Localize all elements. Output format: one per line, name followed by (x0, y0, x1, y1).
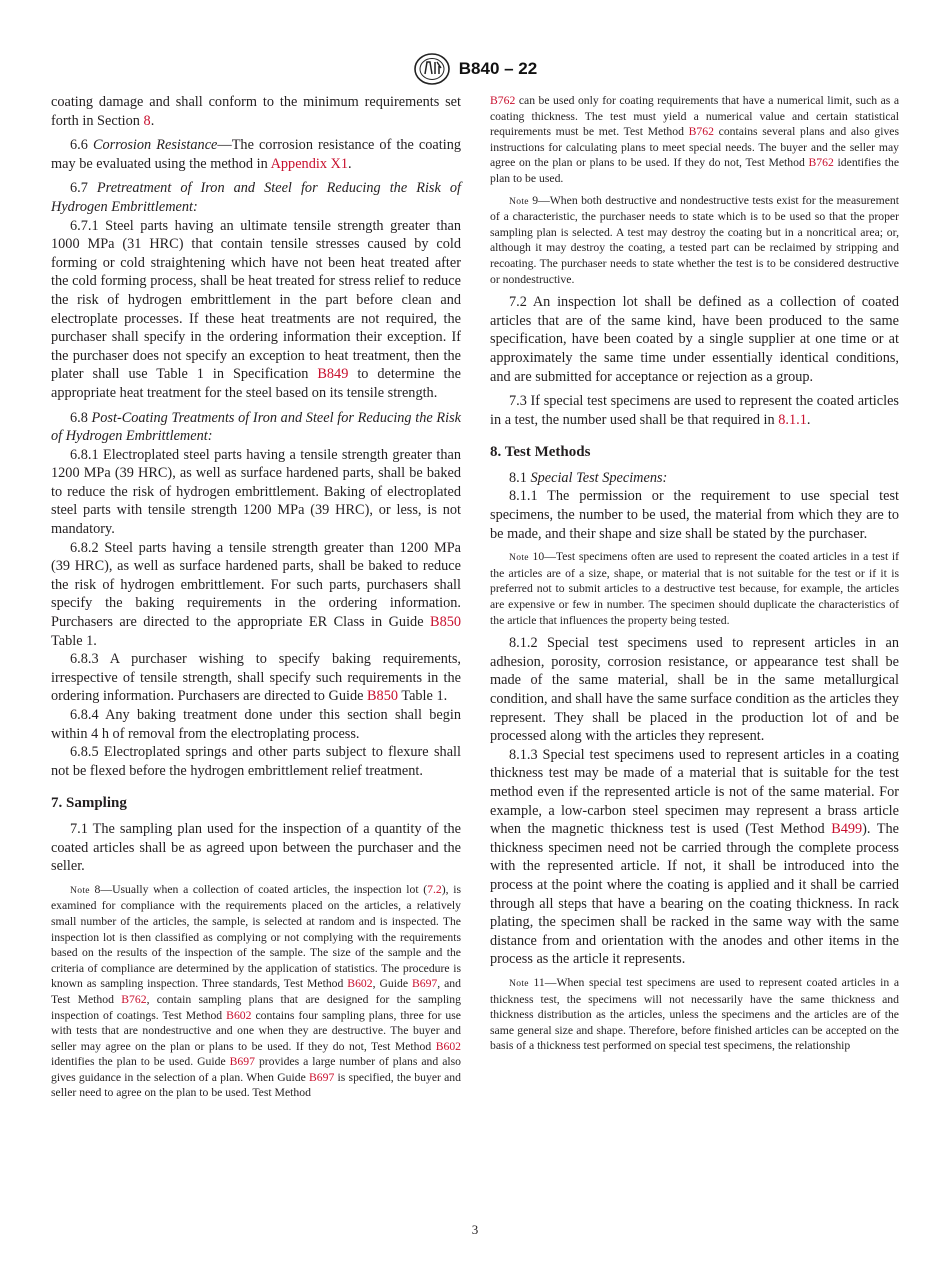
link-b602[interactable]: B602 (347, 977, 373, 991)
note-8: Note 8—Usually when a collection of coated articles, the inspection lot (7.2), is examined for compliance with the requirements placed on the articles, a relatively small number of the articles, the sample, is selected at random and is inspected. The inspection lot is then classified as complying or not complying with the requirements based on the results of the inspection of the sample. The size of the sample and the criteria of compliance are determined by the application of statistics. The procedure is known as sampling inspection. Three standards, Test Method B602, Guide B697, and Test Method B762, contain sampling plans that are designed for the sampling inspection of coatings. Test Method B602 contains four sampling plans, three for use with tests that are nondestructive and one when they are destructive. The buyer and seller may agree on the plan or plans to be used. If they do not, Test Method B602 identifies the plan to be used. Guide B697 provides a large number of plans and also gives guidance in the selection of a plan. When Guide B697 is specified, the buyer and seller need to agree on the plan to be used. Test Method (51, 882, 462, 1100)
link-b762[interactable]: B762 (490, 94, 516, 107)
left-column (51, 93, 461, 1107)
link-appendix-x1[interactable]: Appendix X1 (270, 155, 349, 172)
link-b850[interactable]: B850 (367, 688, 398, 705)
section-6-7-1: 6.7.1 Steel parts having an ultimate tensile strength greater than 1000 MPa (31 HRC) that contain tensile stresses caused by cold forming or cold straightening which have not been heat treated after the cold forming process, shall be heat treated for stress relief to reduce the risk of hydrogen embrittlement in the part before clean and electroplate processes. If these heat treatments are not required, the purchaser shall specify in the ordering information their exception. If the purchaser does not specify an exception to heat treatment, then the plater shall use Table 1 in Specification B849 to determine the appropriate heat treatment for the steel based on its tensile strength. (51, 217, 461, 401)
link-b602[interactable]: B602 (226, 1008, 252, 1022)
section-6-7-heading: 6.7 Pretreatment of Iron and Steel for Reducing the Risk of Hydrogen Embrittlement: (51, 180, 461, 215)
section-8-1-2: 8.1.2 Special test specimens used to represent articles in an adhesion, porosity, corrosion resistance, or appearance test shall be made of the same material, shall be in the same metallurgical condition, and shall have the same surface condition as the articles they represent. They shall be placed in the production lot of and be processed along with the articles they represent. (490, 635, 899, 745)
link-7-2[interactable]: 7.2 (427, 882, 442, 896)
section-8-1-heading: 8.1 Special Test Specimens: (509, 469, 668, 486)
section-6-8-3: 6.8.3 A purchaser wishing to specify baking requirements, irrespective of tensile strength, shall specify such requirements in the ordering information. Purchasers are directed to Guide B850 Table 1. (51, 651, 461, 705)
section-6-8-2: 6.8.2 Steel parts having a tensile strength greater than 1200 MPa (39 HRC), as well as surface hardened parts, shall be baked to reduce the risk of hydrogen embrittlement. For such parts, purchasers shall specify the baking requirements in the ordering information. Purchasers are directed to the appropriate ER Class in Guide B850 Table 1. (51, 539, 462, 649)
link-b850[interactable]: B850 (430, 614, 462, 631)
note-11: Note 11—When special test specimens are used to represent coated articles in a thickness test, the specimens will not necessarily have the same thickness and thickness distribution as the articles, unless the specimens and the articles are of the same general size and shape. Therefore, before finished articles can be accepted on the basis of a thickness test performed on special test specimens, the relationship (490, 975, 900, 1053)
heading-test-methods: 8. Test Methods (490, 444, 591, 461)
link-b849[interactable]: B849 (317, 366, 349, 383)
link-b499[interactable]: B499 (831, 821, 863, 838)
section-7-2: 7.2 An inspection lot shall be defined as a collection of coated articles that are of the same kind, have been produced to the same specification, have been coated by a single supplier at one time or at approximately the same time under essentially identical conditions, and are submitted for acceptance or rejection as a group. (490, 294, 899, 385)
section-6-8-4: 6.8.4 Any baking treatment done under this section shall begin within 4 h of removal from the electroplating process. (51, 707, 461, 742)
link-b697[interactable]: B697 (229, 1055, 255, 1069)
link-section-8[interactable]: 8 (143, 112, 151, 129)
note-9: Note 9—When both destructive and nondestructive tests exist for the measurement of a characteristic, the purchaser needs to state which is to be used so that the proper sampling plan is selected. A test may destroy the coating but in a noncritical area; or, although it may destroy the coating, a tested part can be reclaimed by stripping and recoating. The purchaser needs to state whether the test is to be considered destructive or nondestructive. (490, 193, 899, 286)
section-7-3: 7.3 If special test specimens are used to represent the coated articles in a test, the number used shall be that required in 8.1.1. (490, 393, 899, 428)
page-header (0, 52, 950, 86)
astm-logo-icon (413, 52, 451, 86)
paragraph-continuation: coating damage and shall conform to the minimum requirements set forth in Section 8. (51, 94, 461, 129)
section-6-6: 6.6 Corrosion Resistance—The corrosion resistance of the coating may be evaluated using the method in Appendix X1. (51, 137, 461, 172)
section-8-1-1: 8.1.1 The permission or the requirement to use special test specimens, the number to be used, the material from which they are to be made, and their shape and size shall be stated by the purchaser. (490, 488, 899, 542)
link-b697[interactable]: B697 (411, 977, 438, 991)
designation: B840 – 22 (458, 59, 538, 78)
link-b762[interactable]: B762 (808, 156, 834, 170)
link-b762[interactable]: B762 (688, 125, 714, 139)
heading-sampling: 7. Sampling (51, 795, 127, 812)
note-8-continued: B762 can be used only for coating requirements that have a numerical limit, such as a coating thickness. The test must yield a numerical value and certain statistical requirements must be met. Test Method B762 contains several plans and also gives instructions for calculating plans to meet special needs. The buyer and the seller may agree on the plan or plans to be used. If they do not, Test Method B762 identifies the plan to be used. (490, 94, 900, 185)
section-6-8-5: 6.8.5 Electroplated springs and other parts subject to flexure shall not be flexed before the hydrogen embrittlement relief treatment. (51, 744, 461, 779)
note-10: Note 10—Test specimens often are used to represent the coated articles in a test if the articles are of a size, shape, or material that is not suitable for the test or if it is preferred not to submit articles to a destructive test because, for example, the articles are expensive or few in number. The specimen should duplicate the characteristics of the article that influences the property being tested. (490, 550, 899, 627)
section-8-1-3: 8.1.3 Special test specimens used to represent articles in a coating thickness test may be made of a material that is suitable for the test method even if the represented article is not of the same material. For example, a low-carbon steel specimen may represent a brass article when the magnetic thickness test is used (Test Method B499). The thickness specimen need not be carried through the complete process with the represented article. If not, it shall be introduced into the process at the point where the coating is applied and it shall be carried through all steps that have a bearing on the coating thickness. In rack plating, the specimen shall be racked in the same way with the same distance from and orientation with the anodes and other items in the process as the article it represents. (490, 746, 899, 968)
section-6-8-1: 6.8.1 Electroplated steel parts having a tensile strength greater than 1200 MPa (39 HRC), as well as surface hardened parts, shall be baked to reduce the risk of hydrogen embrittlement. Baking of electroplated steel parts with tensile strength 1200 MPa (39 HRC), or less, is not mandatory. (51, 446, 461, 538)
section-7-1: 7.1 The sampling plan used for the inspection of a quantity of the coated articles shall be as agreed upon between the purchaser and the seller. (51, 820, 461, 875)
right-column (490, 93, 899, 1060)
section-6-8-heading: 6.8 Post-Coating Treatments of Iron and Steel for Reducing the Risk of Hydrogen Embrittlement: (51, 409, 461, 445)
link-b602[interactable]: B602 (435, 1039, 462, 1053)
link-b697[interactable]: B697 (309, 1070, 335, 1084)
link-b762[interactable]: B762 (121, 992, 147, 1006)
page-number: 3 (471, 1222, 479, 1237)
link-8-1-1[interactable]: 8.1.1 (778, 411, 807, 428)
